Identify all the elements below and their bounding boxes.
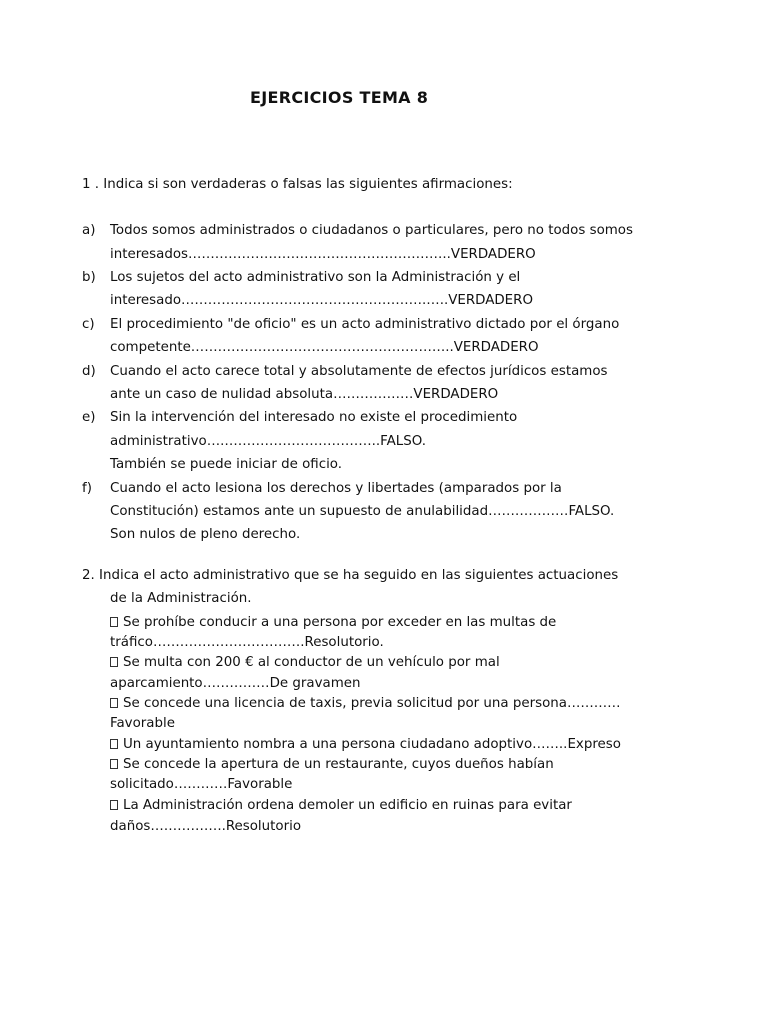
- bullet-item-4-line-1: Un ayuntamiento nombra a una persona ciudadano adoptivo……..Expreso: [110, 735, 621, 755]
- item-f-line-3: Son nulos de pleno derecho.: [110, 527, 301, 542]
- item-b-line-2: interesado……………………………………………….…..VERDADERO: [110, 293, 533, 308]
- item-b-marker: b): [82, 270, 96, 285]
- question-2-heading-line-2: de la Administración.: [110, 591, 252, 606]
- bullet-item-6-line-2: daños……………..Resolutorio: [110, 819, 302, 834]
- bullet-item-1-line-2: tráfico…………………………….Resolutorio.: [110, 635, 384, 650]
- item-c-marker: c): [82, 317, 95, 332]
- item-d-line-1: Cuando el acto carece total y absolutamente de efectos jurídicos estamos: [110, 364, 608, 379]
- item-e-marker: e): [82, 410, 96, 425]
- item-e-line-2: administrativo….……………………………..FALSO.: [110, 434, 427, 449]
- bullet-icon: [110, 739, 118, 749]
- bullet-icon: [110, 800, 118, 810]
- item-a-marker: a): [82, 223, 96, 238]
- bullet-item-3-line-1: Se concede una licencia de taxis, previa solicitud por una persona…………: [110, 694, 621, 714]
- item-f-line-2: Constitución) estamos ante un supuesto de anulabilidad………………FALSO.: [110, 504, 615, 519]
- bullet-item-3-line-2: Favorable: [110, 716, 175, 731]
- item-f-line-1: Cuando el acto lesiona los derechos y libertades (amparados por la: [110, 481, 562, 496]
- item-c-line-1: El procedimiento "de oficio" es un acto administrativo dictado por el órgano: [110, 317, 620, 332]
- bullet-item-5-line-1: Se concede la apertura de un restaurante, cuyos dueños habían: [110, 755, 554, 775]
- bullet-icon: [110, 698, 118, 708]
- question-1-heading: 1 . Indica si son verdaderas o falsas las siguientes afirmaciones:: [82, 177, 513, 192]
- bullet-item-2-line-2: aparcamiento……………De gravamen: [110, 676, 361, 691]
- bullet-icon: [110, 617, 118, 627]
- item-d-line-2: ante un caso de nulidad absoluta………………VERDADERO: [110, 387, 499, 402]
- item-c-line-2: competente…………………………………………………..VERDADERO: [110, 340, 539, 355]
- item-f-marker: f): [82, 481, 92, 496]
- page-title: EJERCICIOS TEMA 8: [250, 88, 429, 107]
- item-b-line-1: Los sujetos del acto administrativo son la Administración y el: [110, 270, 521, 285]
- bullet-item-2-line-1: Se multa con 200 € al conductor de un vehículo por mal: [110, 653, 500, 673]
- bullet-item-5-line-2: solicitado…………Favorable: [110, 777, 293, 792]
- item-e-line-3: También se puede iniciar de oficio.: [110, 457, 343, 472]
- item-a-line-2: interesados…………………………………………………..VERDADERO: [110, 247, 536, 262]
- question-2-heading-line-1: 2. Indica el acto administrativo que se ha seguido en las siguientes actuaciones: [82, 568, 619, 583]
- bullet-icon: [110, 657, 118, 667]
- item-d-marker: d): [82, 364, 96, 379]
- bullet-icon: [110, 759, 118, 769]
- item-e-line-1: Sin la intervención del interesado no existe el procedimiento: [110, 410, 518, 425]
- item-a-line-1: Todos somos administrados o ciudadanos o particulares, pero no todos somos: [110, 223, 633, 238]
- bullet-item-1-line-1: Se prohíbe conducir a una persona por exceder en las multas de: [110, 613, 556, 633]
- bullet-item-6-line-1: La Administración ordena demoler un edificio en ruinas para evitar: [110, 796, 572, 816]
